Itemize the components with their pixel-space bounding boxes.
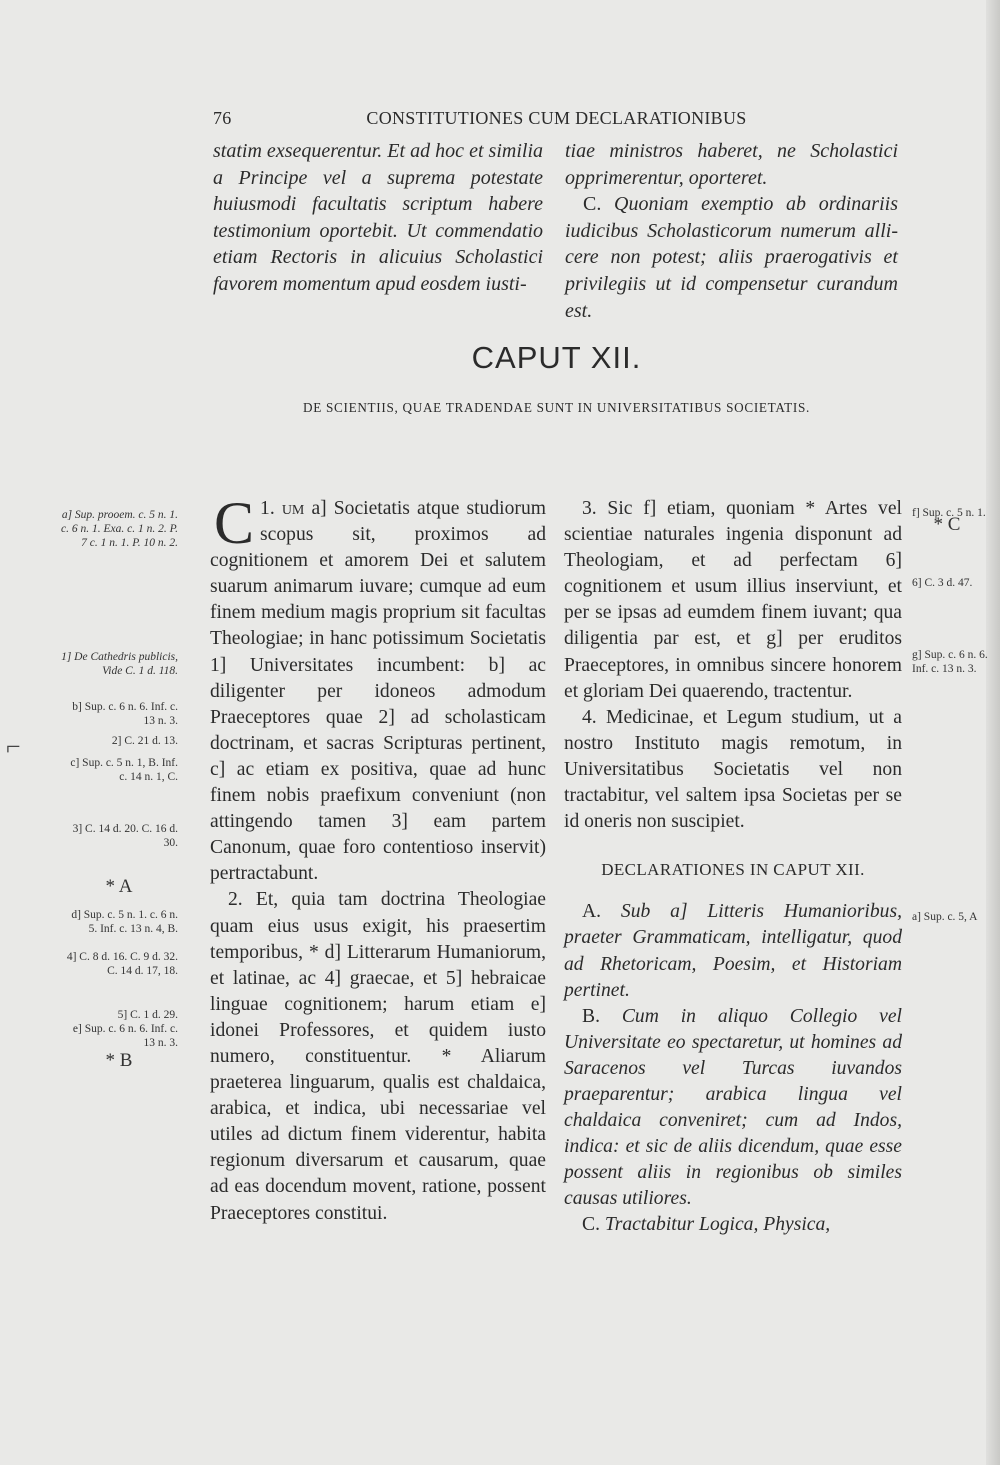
paragraph-4: 4. Medicinae, et Legum studium, ut a nostro Instituto magis remotum, in Universitatibus Societatis vel non tractabitur, vel saltem ipsa Societas per se id oneris non suscipiet. [564,706,902,833]
declaration-c [564,1212,902,1238]
paragraph-1-smallcaps: um [281,498,305,519]
paragraph-2: 2. Et, quia tam doctrina Theologiae quam eius usus exigit, his praesertim temporibus, * d] Litterarum Humaniorum, et latinae, ac 4] graecae, et 5] hebraicae linguae cognitionem; harum etiam e] idonei Professores, et quidem iusto numero, constituentur. * Aliarum praeterea linguarum, qualis est chaldaica, arabica, et indica, ubi necessariae vel utiles ad dictum finem viderentur, habita regionum diversarum et causarum, quae ad eas docendum movent, ratione, possent Praeceptores constitui. [210,889,546,1224]
margin-note-right: f] Sup. c. 5 n. 1. [912,507,986,519]
margin-note-left: e] Sup. c. 6 n. 6. Inf. c. 13 n. 3. [72,1023,178,1050]
declaration-b-text: Cum in aliquo Collegio vel Universitate eo spectaretur, ut homines ad Saracenos vel Turcas iuvandos praeparentur; arabica lingua vel chaldaica conveniret; cum ad Indos, indica: et sic de aliis dicendum, quae esse possent aliis in regionibus ob similes causas utiliores. [564,1005,902,1210]
margin-note-left: 5] C. 1 d. 29. [117,1009,178,1021]
margin-note-right: g] Sup. c. 6 n. 6. Inf. c. 13 n. 3. [912,649,988,676]
margin-note-left: 2] C. 21 d. 13. [111,735,178,747]
declaration-b [564,1004,902,1213]
margin-note-left: d] Sup. c. 5 n. 1. c. 6 n. 5. Inf. c. 13 n. 4, B. [71,909,178,936]
margin-note-left: 1] De Cathedris publicis, Vide C. 1 d. 118. [61,651,178,678]
margin-note-left: b] Sup. c. 6 n. 6. Inf. c. 13 n. 3. [72,701,178,728]
declaration-b-label: B. [582,1005,600,1027]
margin-note-right: a] Sup. c. 5, A [912,911,978,923]
chapter-title: CAPUT XII. [471,340,642,375]
margin-note-right: 6] C. 3 d. 47. [912,577,973,589]
declaration-a-text: Sub a] Litteris Humanioribus, praeter Grammaticam, intelligatur, quod ad Rhetoricam, Poesim, et Historiam pertinet. [564,901,902,1001]
paragraph-1-number: 1. [260,498,275,519]
top-left-paragraph: statim exsequerentur. Et ad hoc et similia a Principe vel a suprema potestate huiusmodi facultatis scriptum habere testimonium oportebit. Ut commendatio etiam Rectoris in alicuius Scholastici favorem momentum apud eosdem iusti- [213,140,543,295]
page-header [213,108,900,134]
margin-note-left-star: * B [105,1050,133,1071]
body-left-column [210,490,546,1227]
margin-note-left: 4] C. 8 d. 16. C. 9 d. 32. C. 14 d. 17, 18. [66,951,178,978]
pencil-mark: ⌐ [6,732,21,761]
top-right-paragraph-c [565,191,898,324]
decl-c-label: C. [583,193,602,216]
margin-note-left-star: * A [105,876,133,897]
top-right-paragraph-a: tiae ministros haberet, ne Scholastici opprimerentur, oporteret. [565,140,898,189]
paragraph-1 [210,490,546,887]
paragraph-3: 3. Sic f] etiam, quoniam * Artes vel scientiae naturales ingenia disponunt ad Theologiam, et ad perfectam 6] cognitionem et usum illius inserviunt, et per se ipsas ad eumdem finem iuvant; qua diligentia par est, et g] per eruditos Praeceptores, in omnibus sincere honorem et gloriam Dei quaerendo, tractentur. [564,498,902,702]
page-edge-shadow [986,0,1000,1465]
declaration-c-label: C. [582,1214,600,1236]
margin-note-left: a] Sup. prooem. c. 5 n. 1. c. 6 n. 1. Exa. c. 1 n. 2. P. 7 c. 1 n. 1. P. 10 n. 2. [60,509,178,550]
drop-cap: C [214,490,255,556]
declaration-a-label: A. [582,901,602,923]
chapter-subtitle: DE SCIENTIIS, QUAE TRADENDAE SUNT IN UNIVERSITATIBUS SOCIETATIS. [302,400,811,415]
declaration-c-text: Tractabitur Logica, Physica, [604,1214,831,1236]
running-title: CONSTITUTIONES CUM DECLARATIONIBUS [366,108,747,128]
margin-note-left: 3] C. 14 d. 20. C. 16 d. 30. [72,823,178,850]
margin-note-right-star: * C [933,514,961,535]
decl-c-text: Quoniam exemptio ab ordinariis iudicibus Scholasticorum numerum alli-cere non potest; aliis praerogativis et privilegiis ut id compensetur curandum est. [565,193,898,322]
declaration-a [564,899,902,1003]
margin-note-left: c] Sup. c. 5 n. 1, B. Inf. c. 14 n. 1, C. [70,757,178,784]
page-number: 76 [213,108,232,128]
body-right-column [564,496,902,1239]
top-right-text [565,138,898,324]
paragraph-1-text: a] Societatis atque studiorum scopus sit, proximos ad cognitionem et amorem Dei et salutem suarum animarum iuvare; cumque ad eum finem medium magis proprium sit facultas Theologiae; in hanc potissimum Societatis 1] Universitates incumbent: b] ac diligenter per idoneos admodum Praeceptores quae 2] ad scholasticam doctrinam, et sacras Scripturas pertinent, c] ac etiam ex positiva, quae ad hunc finem nobis praefixum conveniunt (non attingendo tamen 3] eam partem Canonum, quae foro contentioso inservit) pertractabunt. [210,498,546,885]
declarations-title: DECLARATIONES IN CAPUT XII. [601,860,865,880]
top-left-text [213,138,543,298]
